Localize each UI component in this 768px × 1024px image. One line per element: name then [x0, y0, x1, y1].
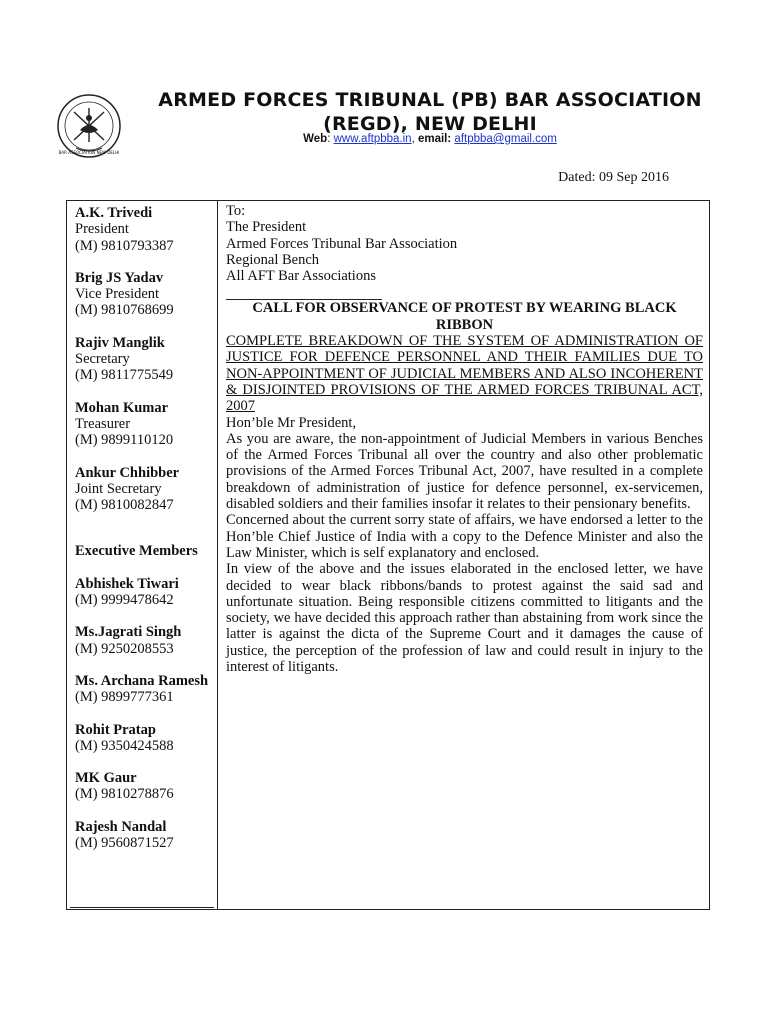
member-phone: (M) 9811775549	[75, 367, 174, 384]
email-link[interactable]: aftpbba@gmail.com	[454, 133, 557, 145]
member-phone: (M) 9250208553	[75, 640, 174, 657]
member-entry	[75, 400, 215, 449]
web-label: Web	[303, 133, 328, 145]
member-name: Rohit Pratap	[75, 721, 156, 738]
member-role: Secretary	[75, 351, 130, 368]
address-line: To:	[226, 203, 246, 219]
member-role: Treasurer	[75, 415, 131, 432]
member-entry	[75, 270, 215, 319]
exec-member-entry	[75, 770, 215, 803]
sidebar-footer-rule	[70, 907, 214, 908]
exec-member-entry	[75, 819, 215, 852]
address-blank-line	[226, 285, 382, 300]
member-name: Rajesh Nandal	[75, 818, 167, 835]
letterhead-title-line2: (REGD), NEW DELHI	[323, 113, 537, 135]
member-phone: (M) 9899777361	[75, 689, 174, 706]
member-phone: (M) 9810082847	[75, 497, 174, 514]
body-paragraph: In view of the above and the issues elaborated in the enclosed letter, we have decided to wear black ribbons/bands to protest against the said sad and unfortunate situation. Being responsible citizens committed to litigants and the society, we have decided this approach rather than abstaining from work since the latter is against the dicta of the Supreme Court and it damages the cause of justice, the perception of the profession of law and could result in injury to the interest of litigants.	[226, 561, 703, 676]
member-name: MK Gaur	[75, 770, 137, 787]
member-phone: (M) 9810278876	[75, 786, 174, 803]
member-phone: (M) 9999478642	[75, 592, 174, 609]
member-entry	[75, 205, 215, 254]
letterhead-title-line1: ARMED FORCES TRIBUNAL (PB) BAR ASSOCIATION	[158, 89, 702, 111]
member-role: President	[75, 221, 129, 238]
salutation: Hon’ble Mr President,	[226, 414, 357, 431]
member-entry	[75, 335, 215, 384]
member-name: Brig JS Yadav	[75, 269, 164, 286]
letter-date: Dated: 09 Sep 2016	[558, 170, 669, 185]
body-paragraph: As you are aware, the non-appointment of Judicial Members in various Benches of the Armed Forces Tribunal all over the country and also other problematic provisions of the Armed Forces Tribunal Act, 2007, have resulted in a complete breakdown of administration of justice for defence personnel, ex-servicemen, disabled soldiers and their families insofar it relates to their pensionary benefits.	[226, 430, 703, 513]
address-line: Regional Bench	[226, 251, 320, 268]
member-name: Ms. Archana Ramesh	[75, 672, 209, 689]
member-phone: (M) 9560871527	[75, 835, 174, 852]
member-name: Ankur Chhibber	[75, 464, 180, 481]
member-name: Rajiv Manglik	[75, 334, 165, 351]
address-line: The President	[226, 219, 307, 236]
exec-member-entry	[75, 673, 215, 706]
member-phone: (M) 9810793387	[75, 237, 174, 254]
member-phone: (M) 9810768699	[75, 302, 174, 319]
letter-body	[226, 203, 703, 675]
member-phone: (M) 9899110120	[75, 432, 174, 449]
exec-member-entry	[75, 722, 215, 755]
executive-members-heading: Executive Members	[75, 543, 198, 560]
address-line: All AFT Bar Associations	[226, 268, 376, 285]
email-label: email:	[417, 133, 452, 145]
address-line: Armed Forces Tribunal Bar Association	[226, 235, 458, 252]
exec-member-entry	[75, 576, 215, 609]
member-phone: (M) 9350424588	[75, 737, 174, 754]
member-entry	[75, 465, 215, 514]
member-name: Abhishek Tiwari	[75, 575, 179, 592]
member-name: Ms.Jagrati Singh	[75, 624, 182, 641]
website-link[interactable]: www.aftpbba.in	[333, 133, 412, 145]
office-bearers-sidebar	[75, 205, 215, 867]
member-role: Joint Secretary	[75, 480, 162, 497]
emblem-caption: BAR ASSOCIATION NEW DELHI	[58, 150, 120, 155]
member-name: Mohan Kumar	[75, 399, 169, 416]
letterhead-contact: Web: www.aftpbba.in, email: aftpbba@gmail.com	[303, 133, 557, 145]
member-name: A.K. Trivedi	[75, 205, 153, 221]
letter-topic: COMPLETE BREAKDOWN OF THE SYSTEM OF ADMINISTRATION OF JUSTICE FOR DEFENCE PERSONNEL AND THEIR FAMILIES DUE TO NON-APPOINTMENT OF JUDICIAL MEMBERS AND ALSO INCOHERENT & DISJOINTED PROVISIONS OF THE ARMED FORCES TRIBUNAL ACT, 2007	[226, 333, 703, 415]
member-role: Vice President	[75, 286, 160, 303]
exec-member-entry	[75, 624, 215, 657]
body-paragraph: Concerned about the current sorry state of affairs, we have endorsed a letter to the Hon’ble Chief Justice of India with a copy to the Defence Minister and also the Law Minister, which is self explanatory and enclosed.	[226, 512, 703, 561]
letterhead-title	[130, 88, 730, 136]
letter-subject: CALL FOR OBSERVANCE OF PROTEST BY WEARING BLACK RIBBON	[252, 300, 677, 333]
column-divider	[217, 200, 218, 910]
